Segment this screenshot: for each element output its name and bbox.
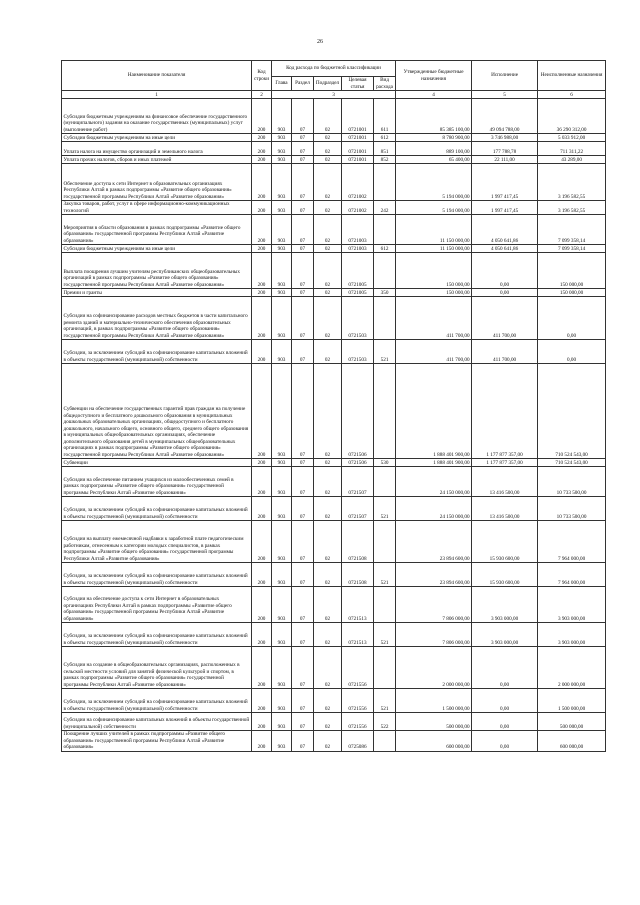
row-code: 200 — [252, 467, 272, 497]
row-name: Субвенции — [62, 459, 252, 467]
row-code: 200 — [252, 201, 272, 215]
row-glava: 903 — [272, 497, 292, 521]
row-executed: 3 903 000,00 — [472, 623, 538, 647]
row-executed: 4 050 641,86 — [472, 245, 538, 253]
row-executed: 177 788,78 — [472, 142, 538, 156]
row-type: 521 — [374, 689, 396, 713]
row-unexecuted: 7 099 358,14 — [538, 245, 606, 253]
header-unexecuted: Неисполненные назначения — [538, 61, 606, 91]
row-type: 521 — [374, 340, 396, 364]
row-name: Субсидии, за исключением субсидий на софинансирование капитальных вложений в объекты государственной (муниципальной) собственности — [62, 563, 252, 587]
row-glava: 903 — [272, 340, 292, 364]
row-razdel: 07 — [292, 201, 314, 215]
row-approved: 24 150 000,00 — [396, 467, 472, 497]
header-razdel: Раздел — [292, 77, 314, 91]
row-podrazdel: 02 — [314, 731, 342, 752]
table-row — [62, 134, 606, 142]
row-podrazdel: 02 — [314, 563, 342, 587]
row-glava: 903 — [272, 201, 292, 215]
row-podrazdel: 02 — [314, 164, 342, 201]
header-target: Целевая статья — [342, 77, 374, 91]
table-row — [62, 164, 606, 201]
row-razdel: 07 — [292, 467, 314, 497]
row-unexecuted: 3 196 582,55 — [538, 201, 606, 215]
row-razdel: 07 — [292, 563, 314, 587]
row-name: Субсидии, за исключением субсидий на софинансирование капитальных вложений в объекты государственной (муниципальной) собственности — [62, 497, 252, 521]
row-target: 0721507 — [342, 497, 374, 521]
row-name: Субсидии на создание в общеобразовательных организациях, расположенных в сельской местности условий для занятий физической культурой и спортом, в рамках подпрограммы «Развитие общего образования» государственной программы Республики Алтай «Развитие образования» — [62, 647, 252, 689]
row-approved: 1 888 401 900,00 — [396, 459, 472, 467]
row-executed: 0,00 — [472, 289, 538, 297]
row-approved: 600 000,00 — [396, 731, 472, 752]
header-approved: Утвержденные бюджетные назначения — [396, 61, 472, 91]
table-row — [62, 297, 606, 340]
row-podrazdel: 02 — [314, 245, 342, 253]
row-type: 521 — [374, 563, 396, 587]
row-unexecuted: 2 000 000,00 — [538, 647, 606, 689]
col-number: 2 — [252, 91, 272, 99]
row-podrazdel: 02 — [314, 297, 342, 340]
row-approved: 23 894 600,00 — [396, 521, 472, 563]
table-row — [62, 731, 606, 752]
row-name: Субсидии, за исключением субсидий на софинансирование капитальных вложений в объекты государственной (муниципальной) собственности — [62, 689, 252, 713]
col-number: 1 — [62, 91, 252, 99]
row-name: Субвенции на обеспечение государственных гарантий прав граждан на получение общедоступного и бесплатного дошкольного образования в муниципальных дошкольных образовательных организациях, общедоступного и бесплатного дошкольного, начального общего, основного общего, среднего общего образования в муниципальных общеобразовательных организациях, обеспечение дополнительного образования детей в муниципальных общеобразовательных организациях в рамках подпрограммы «Развитие общего образования» государственной программы Республики Алтай «Развитие образования» — [62, 364, 252, 459]
row-glava: 903 — [272, 156, 292, 164]
row-code: 200 — [252, 497, 272, 521]
row-executed: 1 997 417,45 — [472, 164, 538, 201]
row-code: 200 — [252, 623, 272, 647]
row-code: 200 — [252, 459, 272, 467]
row-code: 200 — [252, 245, 272, 253]
header-glava: Глава — [272, 77, 292, 91]
row-name: Мероприятия в области образования в рамках подпрограммы «Развитие общего образования» государственной программы Республики Алтай «Развитие образования» — [62, 215, 252, 245]
row-type — [374, 587, 396, 623]
row-approved: 11 150 000,00 — [396, 245, 472, 253]
row-code: 200 — [252, 289, 272, 297]
row-unexecuted: 710 524 543,00 — [538, 459, 606, 467]
row-type: 611 — [374, 99, 396, 134]
row-executed: 3 746 988,00 — [472, 134, 538, 142]
row-approved: 11 150 000,00 — [396, 215, 472, 245]
row-name: Премии и гранты — [62, 289, 252, 297]
row-code: 200 — [252, 99, 272, 134]
row-glava: 903 — [272, 459, 292, 467]
row-unexecuted: 0,00 — [538, 297, 606, 340]
row-glava: 903 — [272, 289, 292, 297]
row-target: 0721556 — [342, 713, 374, 731]
row-type — [374, 731, 396, 752]
row-razdel: 07 — [292, 623, 314, 647]
table-row — [62, 713, 606, 731]
row-name: Поощрение лучших учителей в рамках подпрограммы «Развитие общего образования» государственной программы Республики Алтай «Развитие образования» — [62, 731, 252, 752]
table-row — [62, 689, 606, 713]
row-code: 200 — [252, 134, 272, 142]
row-type: 522 — [374, 713, 396, 731]
row-name: Субсидии, за исключением субсидий на софинансирование капитальных вложений в объекты государственной (муниципальной) собственности — [62, 623, 252, 647]
row-glava: 903 — [272, 142, 292, 156]
row-code: 200 — [252, 731, 272, 752]
row-target: 0721001 — [342, 142, 374, 156]
row-code: 200 — [252, 563, 272, 587]
row-name: Обеспечение доступа к сети Интернет в образовательных организациях Республики Алтай в рамках подпрограммы «Развитие общего образования» государственной программы Республики Алтай «Развитие образования» — [62, 164, 252, 201]
table-row — [62, 459, 606, 467]
row-approved: 24 150 000,00 — [396, 497, 472, 521]
row-glava: 903 — [272, 623, 292, 647]
row-glava: 903 — [272, 563, 292, 587]
row-target: 0721003 — [342, 245, 374, 253]
table-row — [62, 142, 606, 156]
table-row — [62, 340, 606, 364]
row-name: Субсидии бюджетным учреждениям на иные цели — [62, 134, 252, 142]
row-razdel: 07 — [292, 647, 314, 689]
row-name: Субсидии на софинансирование капитальных вложений в объекты государственной (муниципальной) собственности — [62, 713, 252, 731]
row-target: 0721002 — [342, 164, 374, 201]
row-unexecuted: 7 099 358,14 — [538, 215, 606, 245]
table-row — [62, 99, 606, 134]
row-approved: 8 780 900,00 — [396, 134, 472, 142]
row-razdel: 07 — [292, 364, 314, 459]
row-name: Субсидии на обеспечение доступа к сети Интернет в образовательных организациях Республики Алтай в рамках подпрограммы «Развитие общего образования» государственной программы Республики Алтай «Развитие образования» — [62, 587, 252, 623]
row-code: 200 — [252, 689, 272, 713]
row-executed: 49 094 788,00 — [472, 99, 538, 134]
row-approved: 7 806 000,00 — [396, 587, 472, 623]
row-unexecuted: 10 733 500,00 — [538, 467, 606, 497]
row-approved: 500 000,00 — [396, 713, 472, 731]
row-approved: 23 894 600,00 — [396, 563, 472, 587]
row-target: 0721508 — [342, 563, 374, 587]
row-glava: 903 — [272, 647, 292, 689]
row-approved: 2 000 000,00 — [396, 647, 472, 689]
row-name: Субсидии, за исключением субсидий на софинансирование капитальных вложений в объекты государственной (муниципальной) собственности — [62, 340, 252, 364]
table-row — [62, 215, 606, 245]
row-razdel: 07 — [292, 164, 314, 201]
row-approved: 411 700,00 — [396, 297, 472, 340]
row-executed: 4 050 641,86 — [472, 215, 538, 245]
row-type — [374, 521, 396, 563]
row-code: 200 — [252, 587, 272, 623]
row-approved: 85 385 100,00 — [396, 99, 472, 134]
row-razdel: 07 — [292, 289, 314, 297]
header-budget-code: Код расхода по бюджетной классификации — [272, 61, 396, 77]
row-type: 612 — [374, 134, 396, 142]
row-glava: 903 — [272, 245, 292, 253]
row-razdel: 07 — [292, 134, 314, 142]
row-unexecuted: 710 524 543,00 — [538, 364, 606, 459]
row-executed: 15 930 600,00 — [472, 563, 538, 587]
row-unexecuted: 3 903 000,00 — [538, 623, 606, 647]
row-razdel: 07 — [292, 459, 314, 467]
table-row — [62, 521, 606, 563]
row-podrazdel: 02 — [314, 623, 342, 647]
row-podrazdel: 02 — [314, 689, 342, 713]
row-razdel: 07 — [292, 689, 314, 713]
row-unexecuted: 3 903 000,00 — [538, 587, 606, 623]
row-name: Уплата налога на имущество организаций и земельного налога — [62, 142, 252, 156]
row-podrazdel: 02 — [314, 201, 342, 215]
row-podrazdel: 02 — [314, 521, 342, 563]
table-row — [62, 497, 606, 521]
row-code: 200 — [252, 364, 272, 459]
row-type: 852 — [374, 156, 396, 164]
row-name: Субсидии бюджетным учреждениям на финансовое обеспечение государственного (муниципального) задания на оказание государственных (муниципальных) услуг (выполнение работ) — [62, 99, 252, 134]
row-podrazdel: 02 — [314, 289, 342, 297]
row-approved: 150 000,00 — [396, 289, 472, 297]
row-target: 0721506 — [342, 459, 374, 467]
row-unexecuted: 3 196 582,55 — [538, 164, 606, 201]
table-row — [62, 623, 606, 647]
row-glava: 903 — [272, 364, 292, 459]
column-numbers-row — [62, 91, 606, 99]
row-approved: 65 400,00 — [396, 156, 472, 164]
row-type: 350 — [374, 289, 396, 297]
row-unexecuted: 7 964 000,00 — [538, 563, 606, 587]
row-razdel: 07 — [292, 521, 314, 563]
row-approved: 5 194 000,00 — [396, 201, 472, 215]
row-glava: 903 — [272, 467, 292, 497]
row-type — [374, 164, 396, 201]
col-number: 4 — [396, 91, 472, 99]
row-target: 0721513 — [342, 587, 374, 623]
row-razdel: 07 — [292, 253, 314, 289]
header-name: Наименование показателя — [62, 61, 252, 91]
row-glava: 903 — [272, 713, 292, 731]
row-type: 612 — [374, 245, 396, 253]
row-razdel: 07 — [292, 99, 314, 134]
row-razdel: 07 — [292, 156, 314, 164]
row-executed: 1 177 877 357,00 — [472, 459, 538, 467]
table-row — [62, 647, 606, 689]
row-type: 521 — [374, 497, 396, 521]
row-code: 200 — [252, 340, 272, 364]
row-type: 851 — [374, 142, 396, 156]
row-podrazdel: 02 — [314, 587, 342, 623]
row-executed: 13 416 500,00 — [472, 467, 538, 497]
row-razdel: 07 — [292, 731, 314, 752]
row-executed: 411 700,00 — [472, 340, 538, 364]
row-executed: 0,00 — [472, 253, 538, 289]
row-target: 0721002 — [342, 201, 374, 215]
row-podrazdel: 02 — [314, 253, 342, 289]
table-row — [62, 289, 606, 297]
row-unexecuted: 10 733 500,00 — [538, 497, 606, 521]
row-name: Субсидии на обеспечение питанием учащихся из малообеспеченных семей в рамках подпрограммы «Развитие общего образования» государственной программы Республики Алтай «Развитие образования» — [62, 467, 252, 497]
row-type: 530 — [374, 459, 396, 467]
header-executed: Исполнение — [472, 61, 538, 91]
row-code: 200 — [252, 297, 272, 340]
row-target: 0721001 — [342, 134, 374, 142]
row-type — [374, 297, 396, 340]
row-approved: 411 700,00 — [396, 340, 472, 364]
row-glava: 903 — [272, 253, 292, 289]
row-unexecuted: 43 289,00 — [538, 156, 606, 164]
row-glava: 903 — [272, 731, 292, 752]
row-razdel: 07 — [292, 340, 314, 364]
header-type: Вид расхода — [374, 77, 396, 91]
row-target: 0721001 — [342, 156, 374, 164]
row-target: 0721508 — [342, 521, 374, 563]
row-executed: 15 930 600,00 — [472, 521, 538, 563]
table-row — [62, 156, 606, 164]
row-target: 0721556 — [342, 647, 374, 689]
row-glava: 903 — [272, 134, 292, 142]
row-code: 200 — [252, 142, 272, 156]
row-podrazdel: 02 — [314, 99, 342, 134]
row-unexecuted: 600 000,00 — [538, 731, 606, 752]
row-unexecuted: 7 964 000,00 — [538, 521, 606, 563]
row-executed: 0,00 — [472, 713, 538, 731]
row-podrazdel: 02 — [314, 713, 342, 731]
row-glava: 903 — [272, 689, 292, 713]
row-unexecuted: 150 000,00 — [538, 289, 606, 297]
row-target: 0721513 — [342, 623, 374, 647]
row-glava: 903 — [272, 297, 292, 340]
table-row — [62, 587, 606, 623]
row-code: 200 — [252, 215, 272, 245]
row-approved: 889 100,00 — [396, 142, 472, 156]
row-type: 521 — [374, 623, 396, 647]
row-unexecuted: 500 000,00 — [538, 713, 606, 731]
row-type — [374, 467, 396, 497]
page-number: 26 — [317, 39, 323, 45]
row-name: Закупка товаров, работ, услуг в сфере информационно-коммуникационных технологий — [62, 201, 252, 215]
row-name: Уплата прочих налогов, сборов и иных платежей — [62, 156, 252, 164]
row-approved: 1 888 401 900,00 — [396, 364, 472, 459]
row-glava: 903 — [272, 99, 292, 134]
row-type — [374, 253, 396, 289]
row-name: Выплата поощрения лучшим учителям республиканских общеобразовательных организаций в рамках подпрограммы «Развитие общего образования» государственной программы Республики Алтай «Развитие образования» — [62, 253, 252, 289]
row-target: 0721506 — [342, 364, 374, 459]
row-executed: 3 903 000,00 — [472, 587, 538, 623]
row-name: Субсидии на выплату ежемесячной надбавки к заработной плате педагогическим работникам, отнесенным к категории молодых специалистов, в рамках подпрограммы «Развитие общего образования» государственной программы Республики Алтай «Развитие образования» — [62, 521, 252, 563]
row-code: 200 — [252, 156, 272, 164]
row-target: 0721005 — [342, 253, 374, 289]
row-glava: 903 — [272, 215, 292, 245]
row-type — [374, 364, 396, 459]
row-razdel: 07 — [292, 587, 314, 623]
row-type — [374, 215, 396, 245]
row-unexecuted: 5 033 912,00 — [538, 134, 606, 142]
table-row — [62, 563, 606, 587]
row-executed: 0,00 — [472, 731, 538, 752]
row-target: 0721003 — [342, 215, 374, 245]
row-podrazdel: 02 — [314, 467, 342, 497]
row-unexecuted: 711 311,22 — [538, 142, 606, 156]
row-razdel: 07 — [292, 215, 314, 245]
row-razdel: 07 — [292, 297, 314, 340]
row-glava: 903 — [272, 521, 292, 563]
row-razdel: 07 — [292, 142, 314, 156]
row-razdel: 07 — [292, 245, 314, 253]
row-code: 200 — [252, 521, 272, 563]
row-code: 200 — [252, 164, 272, 201]
row-executed: 22 111,00 — [472, 156, 538, 164]
row-target: 0721556 — [342, 689, 374, 713]
row-executed: 411 700,00 — [472, 297, 538, 340]
row-glava: 903 — [272, 587, 292, 623]
row-name: Субсидии бюджетным учреждениям на иные цели — [62, 245, 252, 253]
row-approved: 150 000,00 — [396, 253, 472, 289]
row-podrazdel: 02 — [314, 215, 342, 245]
row-podrazdel: 02 — [314, 134, 342, 142]
row-code: 200 — [252, 253, 272, 289]
row-unexecuted: 1 500 000,00 — [538, 689, 606, 713]
row-approved: 7 806 000,00 — [396, 623, 472, 647]
row-podrazdel: 02 — [314, 142, 342, 156]
row-target: 0721503 — [342, 340, 374, 364]
row-podrazdel: 02 — [314, 340, 342, 364]
row-podrazdel: 02 — [314, 647, 342, 689]
table-row — [62, 364, 606, 459]
row-approved: 1 500 000,00 — [396, 689, 472, 713]
row-target: 0721001 — [342, 99, 374, 134]
budget-table — [61, 60, 606, 752]
row-type: 242 — [374, 201, 396, 215]
row-executed: 1 177 877 357,00 — [472, 364, 538, 459]
row-name: Субсидии на софинансирование расходов местных бюджетов в части капитального ремонта зданий и материально-технического обеспечения образовательных организаций, в рамках подпрограммы «Развитие общего образования» государственной программы Республики Алтай «Развитие образования» — [62, 297, 252, 340]
col-number: 3 — [272, 91, 396, 99]
row-executed: 1 997 417,45 — [472, 201, 538, 215]
row-code: 200 — [252, 647, 272, 689]
row-unexecuted: 0,00 — [538, 340, 606, 364]
row-executed: 0,00 — [472, 647, 538, 689]
row-target: 0721507 — [342, 467, 374, 497]
header-code-row: Код строки — [252, 61, 272, 91]
row-target: 0725086 — [342, 731, 374, 752]
row-unexecuted: 150 000,00 — [538, 253, 606, 289]
row-target: 0721503 — [342, 297, 374, 340]
row-type — [374, 647, 396, 689]
row-razdel: 07 — [292, 497, 314, 521]
col-number: 5 — [472, 91, 538, 99]
row-podrazdel: 02 — [314, 459, 342, 467]
row-glava: 903 — [272, 164, 292, 201]
row-target: 0721005 — [342, 289, 374, 297]
row-podrazdel: 02 — [314, 497, 342, 521]
table-row — [62, 467, 606, 497]
row-executed: 13 416 500,00 — [472, 497, 538, 521]
table-row — [62, 245, 606, 253]
row-razdel: 07 — [292, 713, 314, 731]
table-row — [62, 201, 606, 215]
table-row — [62, 253, 606, 289]
row-unexecuted: 36 290 312,00 — [538, 99, 606, 134]
row-podrazdel: 02 — [314, 364, 342, 459]
row-code: 200 — [252, 713, 272, 731]
col-number: 6 — [538, 91, 606, 99]
row-approved: 5 194 000,00 — [396, 164, 472, 201]
row-podrazdel: 02 — [314, 156, 342, 164]
row-executed: 0,00 — [472, 689, 538, 713]
header-podrazdel: Подраздел — [314, 77, 342, 91]
